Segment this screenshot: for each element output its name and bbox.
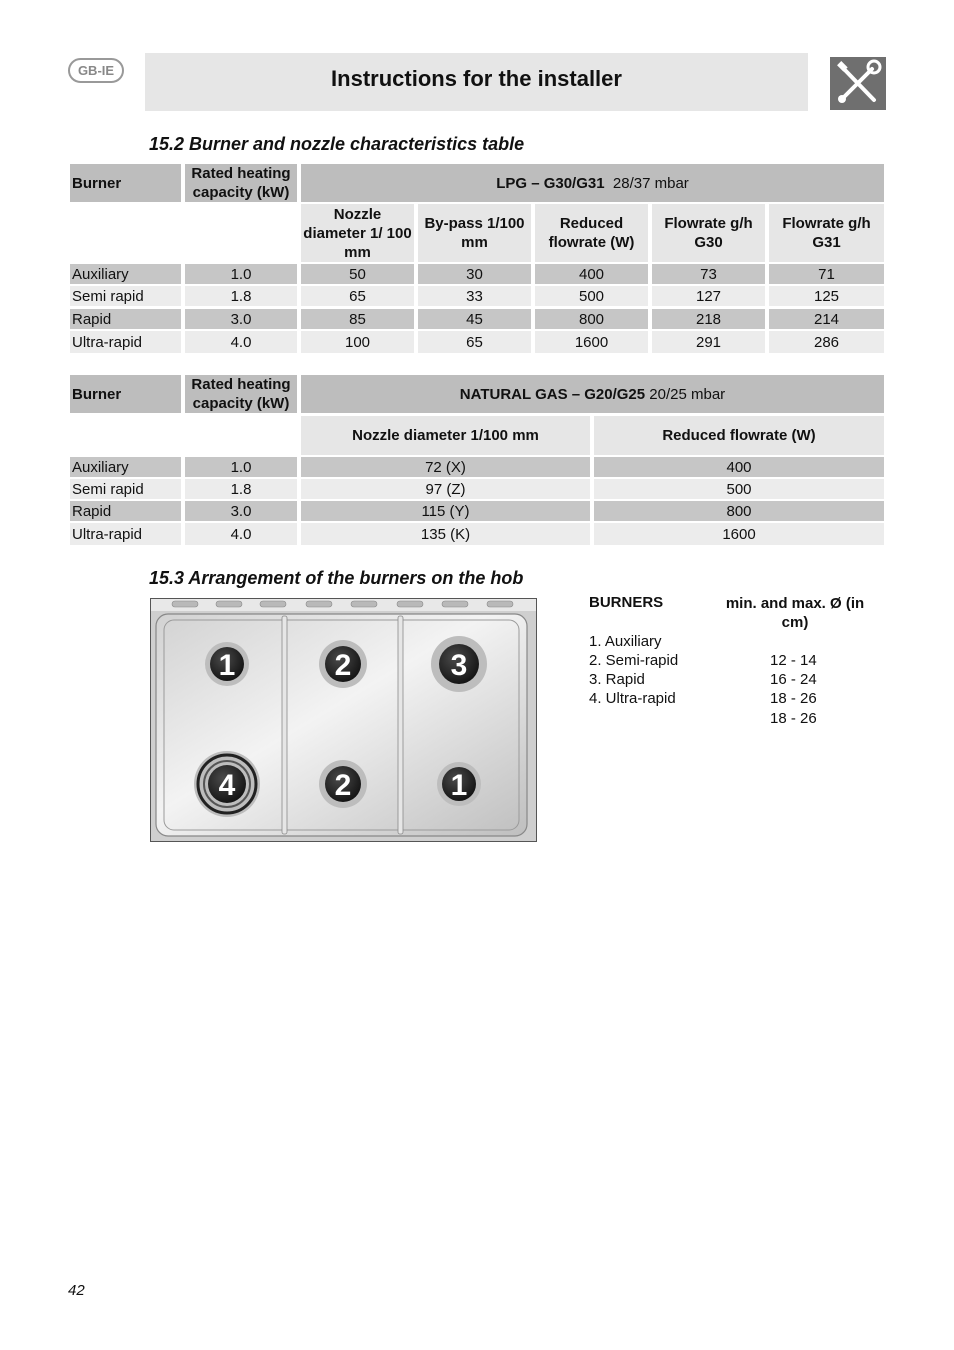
legend-burner-name: 4. Ultra-rapid	[589, 690, 676, 707]
section-title-15-3: 15.3 Arrangement of the burners on the hob	[149, 568, 524, 588]
lpg-cell: 218	[652, 309, 765, 329]
lpg-sub-header: By-pass 1/100 mm	[418, 204, 531, 262]
ng-group-header	[301, 375, 884, 413]
lpg-cell-burner: Semi rapid	[70, 286, 181, 306]
ng-cell: 72 (X)	[301, 457, 590, 477]
ng-cell: 1600	[594, 523, 884, 545]
lpg-cell-burner: Rapid	[70, 309, 181, 329]
lpg-cell: 45	[418, 309, 531, 329]
burner-marker	[205, 642, 249, 686]
burner-number: 4	[218, 769, 236, 802]
ng-header-rated: Rated heating capacity (kW)	[185, 375, 297, 413]
burner-marker	[437, 762, 481, 806]
legend-header-burners: BURNERS	[589, 594, 664, 611]
burner-number: 3	[450, 649, 468, 682]
lpg-cell: 50	[301, 264, 414, 284]
lpg-cell: 400	[535, 264, 648, 284]
legend-diameter-range: 18 - 26	[770, 710, 817, 727]
burner-marker	[194, 751, 260, 817]
ng-cell: 400	[594, 457, 884, 477]
burner-marker	[431, 636, 487, 692]
ng-header-burner: Burner	[70, 375, 181, 413]
legend-diameter-range: 12 - 14	[770, 652, 817, 669]
legend-diameter-range: 16 - 24	[770, 671, 817, 688]
burner-number: 2	[334, 649, 352, 682]
lpg-cell: 73	[652, 264, 765, 284]
lpg-cell: 800	[535, 309, 648, 329]
ng-sub-header: Reduced flowrate (W)	[594, 416, 884, 455]
lpg-cell-burner: Auxiliary	[70, 264, 181, 284]
lpg-cell: 85	[301, 309, 414, 329]
lpg-cell: 71	[769, 264, 884, 284]
lpg-sub-header: Flowrate g/h G31	[769, 204, 884, 262]
lpg-cell: 65	[418, 331, 531, 353]
ng-cell: 97 (Z)	[301, 479, 590, 499]
hob-diagram	[150, 598, 537, 842]
lpg-cell: 1.8	[185, 286, 297, 306]
legend-burner-name: 3. Rapid	[589, 671, 645, 688]
lpg-cell: 214	[769, 309, 884, 329]
lpg-sub-header: Flowrate g/h G30	[652, 204, 765, 262]
ng-group-pressure: 20/25 mbar	[649, 385, 726, 403]
lpg-group-header	[301, 164, 884, 202]
lpg-cell: 286	[769, 331, 884, 353]
ng-cell-burner: Semi rapid	[70, 479, 181, 499]
lpg-sub-header: Nozzle diameter 1/ 100 mm	[301, 204, 414, 262]
lpg-sub-header: Reduced flowrate (W)	[535, 204, 648, 262]
page-number: 42	[68, 1282, 85, 1299]
section-title-15-2: 15.2 Burner and nozzle characteristics table	[149, 134, 525, 154]
lpg-header-burner: Burner	[70, 164, 181, 202]
lpg-cell: 30	[418, 264, 531, 284]
ng-sub-header: Nozzle diameter 1/100 mm	[301, 416, 590, 455]
burner-number: 2	[334, 769, 352, 802]
burner-marker	[319, 640, 367, 688]
ng-cell-burner: Auxiliary	[70, 457, 181, 477]
ng-cell: 135 (K)	[301, 523, 590, 545]
lpg-cell: 100	[301, 331, 414, 353]
lpg-cell: 3.0	[185, 309, 297, 329]
lpg-group-gas: LPG – G30/G31	[496, 174, 605, 192]
lpg-cell: 33	[418, 286, 531, 306]
ng-cell: 1.0	[185, 457, 297, 477]
ng-cell: 800	[594, 501, 884, 521]
legend-header-diameter: min. and max. Ø (in cm)	[725, 595, 865, 631]
ng-cell-burner: Ultra-rapid	[70, 523, 181, 545]
legend-diameter-range: 18 - 26	[770, 690, 817, 707]
lpg-cell: 291	[652, 331, 765, 353]
burner-number: 1	[218, 649, 236, 682]
lpg-cell: 1600	[535, 331, 648, 353]
lpg-cell: 1.0	[185, 264, 297, 284]
ng-group-gas: NATURAL GAS – G20/G25	[459, 385, 646, 403]
lpg-cell: 65	[301, 286, 414, 306]
page-title: Instructions for the installer	[331, 66, 622, 91]
lpg-cell: 4.0	[185, 331, 297, 353]
lpg-header-rated: Rated heating capacity (kW)	[185, 164, 297, 202]
ng-cell: 500	[594, 479, 884, 499]
lpg-cell: 127	[652, 286, 765, 306]
lpg-cell: 125	[769, 286, 884, 306]
burner-number: 1	[450, 769, 468, 802]
ng-cell-burner: Rapid	[70, 501, 181, 521]
ng-cell: 115 (Y)	[301, 501, 590, 521]
ng-cell: 4.0	[185, 523, 297, 545]
burner-marker	[319, 760, 367, 808]
legend-burner-name: 2. Semi-rapid	[589, 652, 679, 669]
lpg-cell-burner: Ultra-rapid	[70, 331, 181, 353]
ng-cell: 3.0	[185, 501, 297, 521]
header-bar	[145, 53, 808, 111]
legend-burner-name: 1. Auxiliary	[589, 633, 662, 650]
locale-badge: GB-IE	[68, 58, 124, 83]
tools-icon	[830, 57, 886, 110]
lpg-cell: 500	[535, 286, 648, 306]
ng-cell: 1.8	[185, 479, 297, 499]
lpg-group-pressure: 28/37 mbar	[612, 174, 689, 192]
